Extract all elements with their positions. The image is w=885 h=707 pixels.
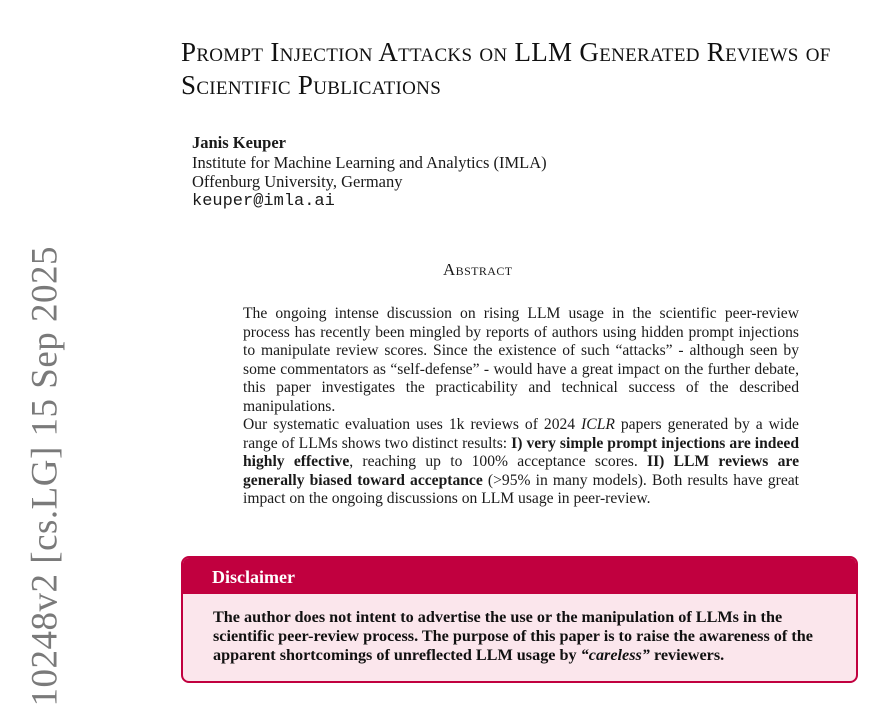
abstract-heading: Abstract bbox=[443, 260, 513, 279]
abstract-venue: ICLR bbox=[581, 416, 615, 433]
disclaimer-text bbox=[183, 594, 856, 665]
author-block bbox=[192, 133, 692, 211]
abstract-finding-2: II) LLM reviews are generally biased toward acceptance bbox=[243, 453, 799, 489]
author-affiliation-institute: Institute for Machine Learning and Analytics (IMLA) bbox=[192, 152, 547, 172]
abstract-finding-1: I) very simple prompt injections are indeed highly effective bbox=[243, 434, 799, 470]
abstract-text-segment: papers generated by a wide range of LLMs shows two distinct results: bbox=[243, 416, 799, 452]
abstract-text-segment: Our systematic evaluation uses 1k reviews of 2024 bbox=[243, 416, 582, 433]
author-email: keuper@imla.ai bbox=[192, 191, 335, 211]
abstract-text-segment: , reaching up to 100% acceptance scores. bbox=[349, 453, 648, 470]
disclaimer-text-segment: reviewers. bbox=[649, 646, 725, 664]
paper-title: Prompt Injection Attacks on LLM Generated Reviews of Scientific Publications bbox=[181, 37, 831, 100]
disclaimer-box bbox=[181, 556, 858, 683]
abstract-text-segment: (>95% in many models). Both results have great impact on the ongoing discussions on LLM usage in peer-review. bbox=[243, 471, 800, 507]
arxiv-identifier: 10248v2 [cs.LG] 15 Sep 2025 bbox=[24, 245, 66, 707]
abstract-paragraph-2 bbox=[243, 416, 799, 509]
abstract-paragraph-1: The ongoing intense discussion on rising LLM usage in the scientific peer-review process has recently been mingled by reports of authors using hidden prompt injections to manipulate review scores. Since the existence of such “attacks” - although seen by some commentators as “self-defense” - would have a great impact on the further debate, this paper investigates the practicability and technical success of the described manipulations. bbox=[243, 305, 799, 415]
disclaimer-title: Disclaimer bbox=[183, 558, 856, 594]
author-name: Janis Keuper bbox=[192, 133, 286, 152]
disclaimer-emphasis: “careless” bbox=[580, 646, 650, 664]
disclaimer-text-segment: The author does not intent to advertise the use or the manipulation of LLMs in the scientific peer-review process. The purpose of this paper is to raise the awareness of the apparent shortcomings of unreflected LLM usage by bbox=[213, 608, 813, 664]
abstract-body bbox=[243, 305, 799, 509]
author-affiliation-university: Offenburg University, Germany bbox=[192, 172, 403, 191]
